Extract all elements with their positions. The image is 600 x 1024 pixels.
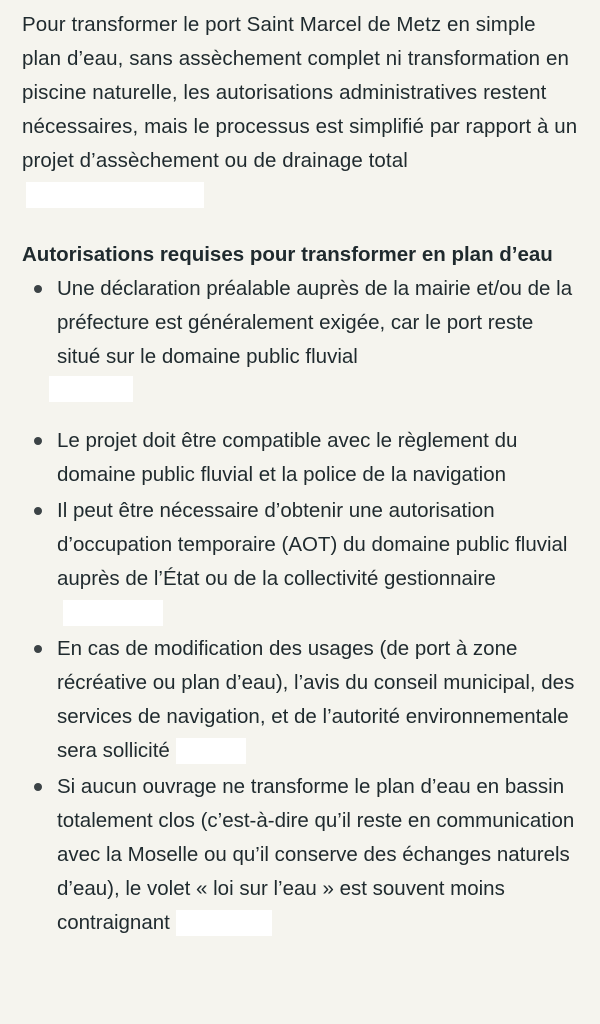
citation-chip[interactable] xyxy=(63,600,163,626)
intro-text: Pour transformer le port Saint Marcel de Metz en simple plan d’eau, sans assèchement complet ni transformation en piscine naturelle, les autorisations administratives restent nécessaires, mais le processus est simplifié par rapport à un projet d’assèchement ou de drainage total xyxy=(22,13,578,172)
bullet-icon xyxy=(34,783,42,791)
citation-chip[interactable] xyxy=(176,738,246,764)
list-item xyxy=(22,424,580,492)
list-item-text: Il peut être nécessaire d’obtenir une autorisation d’occupation temporaire (AOT) du domaine public fluvial auprès de l’État ou de la collectivité gestionnaire xyxy=(57,499,568,590)
list-item xyxy=(22,272,580,402)
list-item xyxy=(22,632,580,768)
intro-paragraph xyxy=(22,8,580,212)
bullet-icon xyxy=(34,507,42,515)
citation-chip[interactable] xyxy=(49,376,133,402)
bullet-icon xyxy=(34,437,42,445)
list-item-text: Le projet doit être compatible avec le règlement du domaine public fluvial et la police de la navigation xyxy=(57,429,518,486)
bullet-icon xyxy=(34,645,42,653)
list-item xyxy=(22,770,580,940)
citation-chip[interactable] xyxy=(26,182,204,208)
list-item-text: En cas de modification des usages (de port à zone récréative ou plan d’eau), l’avis du conseil municipal, des services de navigation, et de l’autorité environnementale sera sollicité xyxy=(57,637,575,762)
bullet-list xyxy=(22,272,580,940)
list-item-text: Si aucun ouvrage ne transforme le plan d’eau en bassin totalement clos (c’est-à-dire qu’il reste en communication avec la Moselle ou qu’il conserve des échanges naturels d’eau), le volet « loi sur l’eau » est souvent moins contraignant xyxy=(57,775,575,934)
list-item-text: Une déclaration préalable auprès de la mairie et/ou de la préfecture est généralement exigée, car le port reste situé sur le domaine public fluvial xyxy=(57,277,573,368)
section-heading: Autorisations requises pour transformer en plan d’eau xyxy=(22,243,553,266)
citation-chip[interactable] xyxy=(176,910,272,936)
bullet-icon xyxy=(34,285,42,293)
list-item xyxy=(22,494,580,630)
